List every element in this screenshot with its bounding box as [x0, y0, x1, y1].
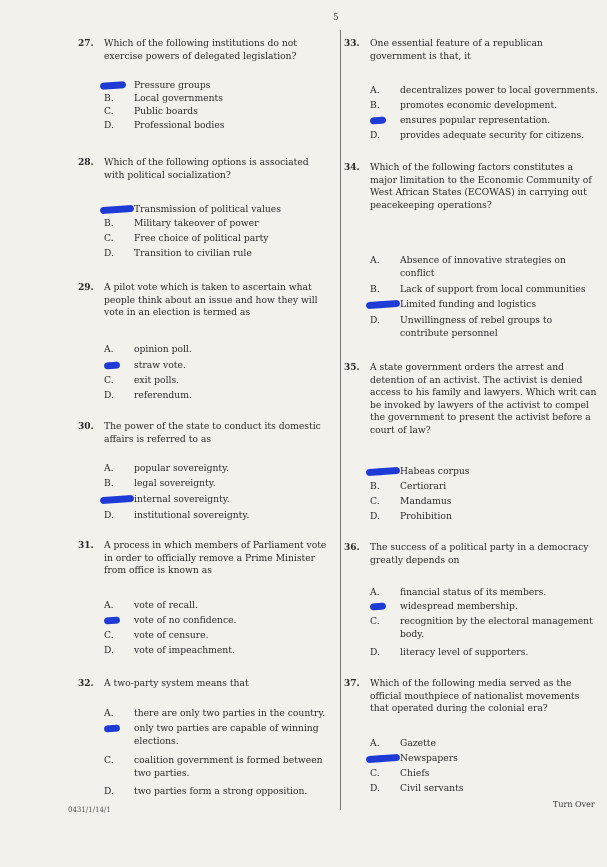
- answer-mark: [104, 724, 120, 732]
- answer-mark: [100, 495, 134, 504]
- answer-mark: [366, 754, 400, 763]
- question-text: Which of the following institutions do not exercise powers of delegated legislation?: [104, 38, 297, 62]
- question-number: 27.: [78, 39, 94, 49]
- column-divider: [340, 30, 341, 810]
- answer-mark: [100, 81, 126, 90]
- question-text: A pilot vote which is taken to ascertain what people think about an issue and how they will vote in an election is termed as: [104, 282, 318, 318]
- question-text: Which of the following media served as the official mouthpiece of nationalist movements that operated during the colonial era?: [370, 678, 580, 714]
- question-text: A process in which members of Parliament vote in order to officially remove a Prime Minister from office is known as: [104, 540, 327, 576]
- question-number: 29.: [78, 283, 94, 293]
- answer-mark: [370, 602, 386, 610]
- question-text: The power of the state to conduct its domestic affairs is referred to as: [104, 421, 321, 445]
- question-text: A two-party system means that: [104, 678, 249, 689]
- question-text: The success of a political party in a democracy greatly depends on: [370, 542, 589, 566]
- question-number: 33.: [344, 39, 360, 49]
- question-number: 35.: [344, 363, 360, 373]
- answer-mark: [104, 361, 120, 369]
- question-number: 30.: [78, 422, 94, 432]
- answer-mark: [366, 300, 400, 309]
- answer-mark: [100, 205, 134, 214]
- question-text: One essential feature of a republican government is that, it: [370, 38, 543, 62]
- question-text: A state government orders the arrest and detention of an activist. The activist is denied access to his family and lawyers. Which writ can be invoked by lawyers of the activist to compel the government to present the activist before a court of law?: [370, 362, 597, 436]
- turn-over-label: Turn Over: [553, 800, 595, 809]
- question-number: 37.: [344, 679, 360, 689]
- answer-mark: [104, 616, 120, 624]
- question-number: 28.: [78, 158, 94, 168]
- answer-mark: [370, 116, 386, 124]
- question-number: 34.: [344, 163, 360, 173]
- footer-code: 0431/1/14/1: [68, 806, 111, 814]
- question-number: 31.: [78, 541, 94, 551]
- question-text: Which of the following factors constitutes a major limitation to the Economic Community of West African States (ECOWAS) in carrying out peacekeeping operations?: [370, 162, 592, 211]
- page-number: 5: [333, 13, 339, 23]
- question-number: 36.: [344, 543, 360, 553]
- question-text: Which of the following options is associated with political socialization?: [104, 157, 309, 181]
- answer-mark: [366, 467, 400, 476]
- question-number: 32.: [78, 679, 94, 689]
